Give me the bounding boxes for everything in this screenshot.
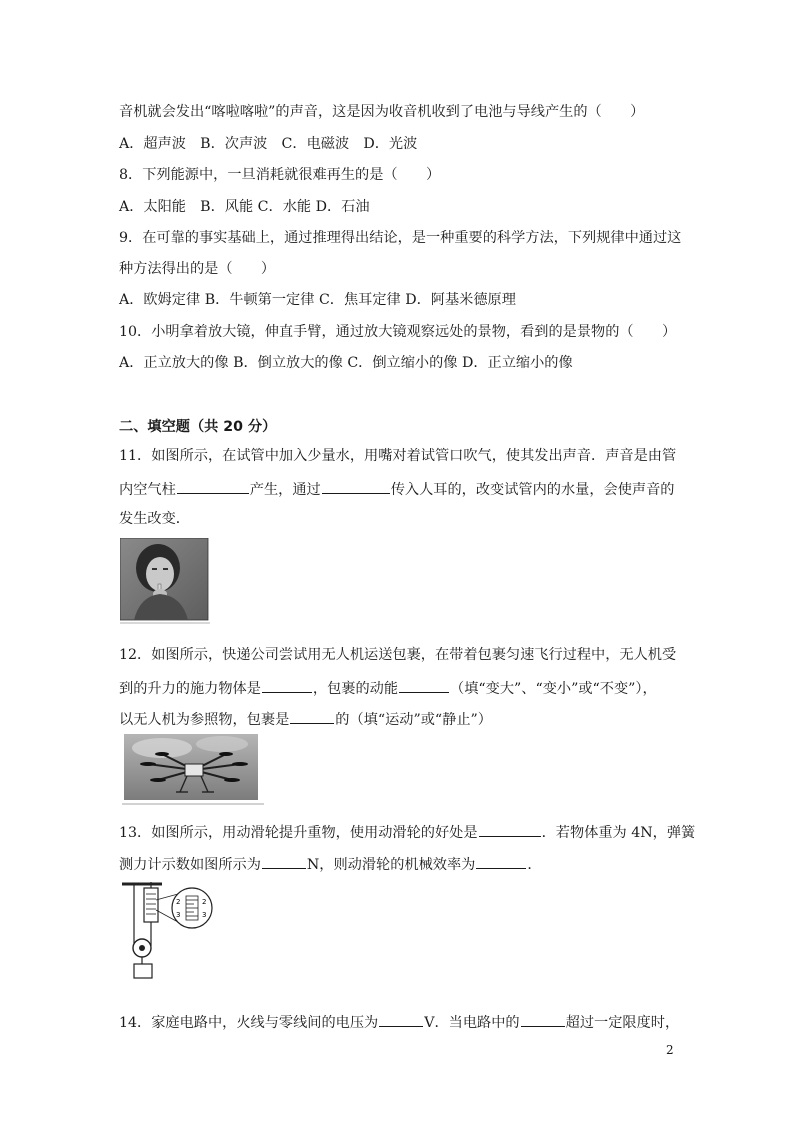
q13-text-c: 测力计示数如图所示为 <box>119 857 261 873</box>
q11-blank-2 <box>322 479 390 494</box>
q12-blank-2 <box>399 678 449 693</box>
scale-label-left-bottom: 3 <box>176 911 181 919</box>
q14-text-a: 14．家庭电路中，火线与零线间的电压为 <box>119 1015 379 1031</box>
q8-options: A．太阳能 B．风能 C．水能 D．石油 <box>119 199 370 215</box>
q12-text-b: ，包裹的动能 <box>312 681 399 697</box>
q14-line1 <box>119 1012 679 1032</box>
q12-line1: 12．如图所示，快递公司尝试用无人机运送包裹，在带着包裹匀速飞行过程中，无人机受 <box>119 647 677 663</box>
q11-figure-photo <box>120 538 210 628</box>
q13-line1 <box>119 822 695 842</box>
q11-text-a: 内空气柱 <box>119 482 176 498</box>
q12-text-c: （填“变大”、“变小”或“不变”）， <box>450 681 657 697</box>
page-number: 2 <box>666 1043 674 1057</box>
q8-stem: 8．下列能源中，一旦消耗就很难再生的是（ ） <box>119 167 441 183</box>
q13-text-e: ． <box>527 857 542 873</box>
q14-blank-2 <box>521 1012 565 1027</box>
q14-text-c: 超过一定限度时， <box>565 1015 680 1031</box>
scale-label-left-top: 2 <box>176 898 181 906</box>
q11-blank-1 <box>177 479 249 494</box>
q9-options: A．欧姆定律 B．牛顿第一定律 C．焦耳定律 D．阿基米德原理 <box>119 292 516 308</box>
q7-options: A．超声波 B．次声波 C．电磁波 D．光波 <box>119 136 418 152</box>
q12-blank-3 <box>290 709 334 724</box>
q13-figure-pulley <box>122 880 218 988</box>
q13-blank-2 <box>262 854 306 869</box>
q11-text-c: 传入人耳的，改变试管内的水量，会使声音的 <box>390 482 675 498</box>
q12-blank-1 <box>262 678 312 693</box>
q11-line3: 发生改变． <box>119 511 190 527</box>
q7-stem-line: 音机就会发出“喀啦喀啦”的声音，这是因为收音机收到了电池与导线产生的（ ） <box>119 104 645 120</box>
q11-text-b: 产生，通过 <box>249 482 321 498</box>
section-heading: 二、填空题（共 20 分） <box>119 419 277 435</box>
q12-text-a: 到的升力的施力物体是 <box>119 681 261 697</box>
q14-text-b: V．当电路中的 <box>424 1015 520 1031</box>
q9-stem-line1: 9．在可靠的事实基础上，通过推理得出结论，是一种重要的科学方法，下列规律中通过这 <box>119 230 682 246</box>
q9-stem-line2: 种方法得出的是（ ） <box>119 261 276 277</box>
q13-line2 <box>119 854 542 874</box>
q11-line1: 11．如图所示，在试管中加入少量水，用嘴对着试管口吹气，使其发出声音．声音是由管 <box>119 448 677 464</box>
q13-text-b: ．若物体重为 4N，弹簧 <box>541 825 696 841</box>
q11-line2 <box>119 479 674 499</box>
q12-text-d: 以无人机为参照物，包裹是 <box>119 712 290 728</box>
scale-label-right-top: 2 <box>202 898 207 906</box>
q13-blank-3 <box>476 854 526 869</box>
q10-options: A．正立放大的像 B．倒立放大的像 C．倒立缩小的像 D．正立缩小的像 <box>119 355 573 371</box>
q14-blank-1 <box>379 1012 423 1027</box>
q12-text-e: 的（填“运动”或“静止”） <box>335 712 492 728</box>
q12-line2 <box>119 678 657 698</box>
q13-text-a: 13．如图所示，用动滑轮提升重物，使用动滑轮的好处是 <box>119 825 478 841</box>
q10-stem: 10．小明拿着放大镜，伸直手臂，通过放大镜观察远处的景物，看到的是景物的（ ） <box>119 324 677 340</box>
q13-blank-1 <box>479 822 541 837</box>
scale-label-right-bottom: 3 <box>202 911 207 919</box>
q12-figure-drone <box>122 734 264 810</box>
q12-line3 <box>119 709 492 729</box>
q13-text-d: N，则动滑轮的机械效率为 <box>306 857 476 873</box>
